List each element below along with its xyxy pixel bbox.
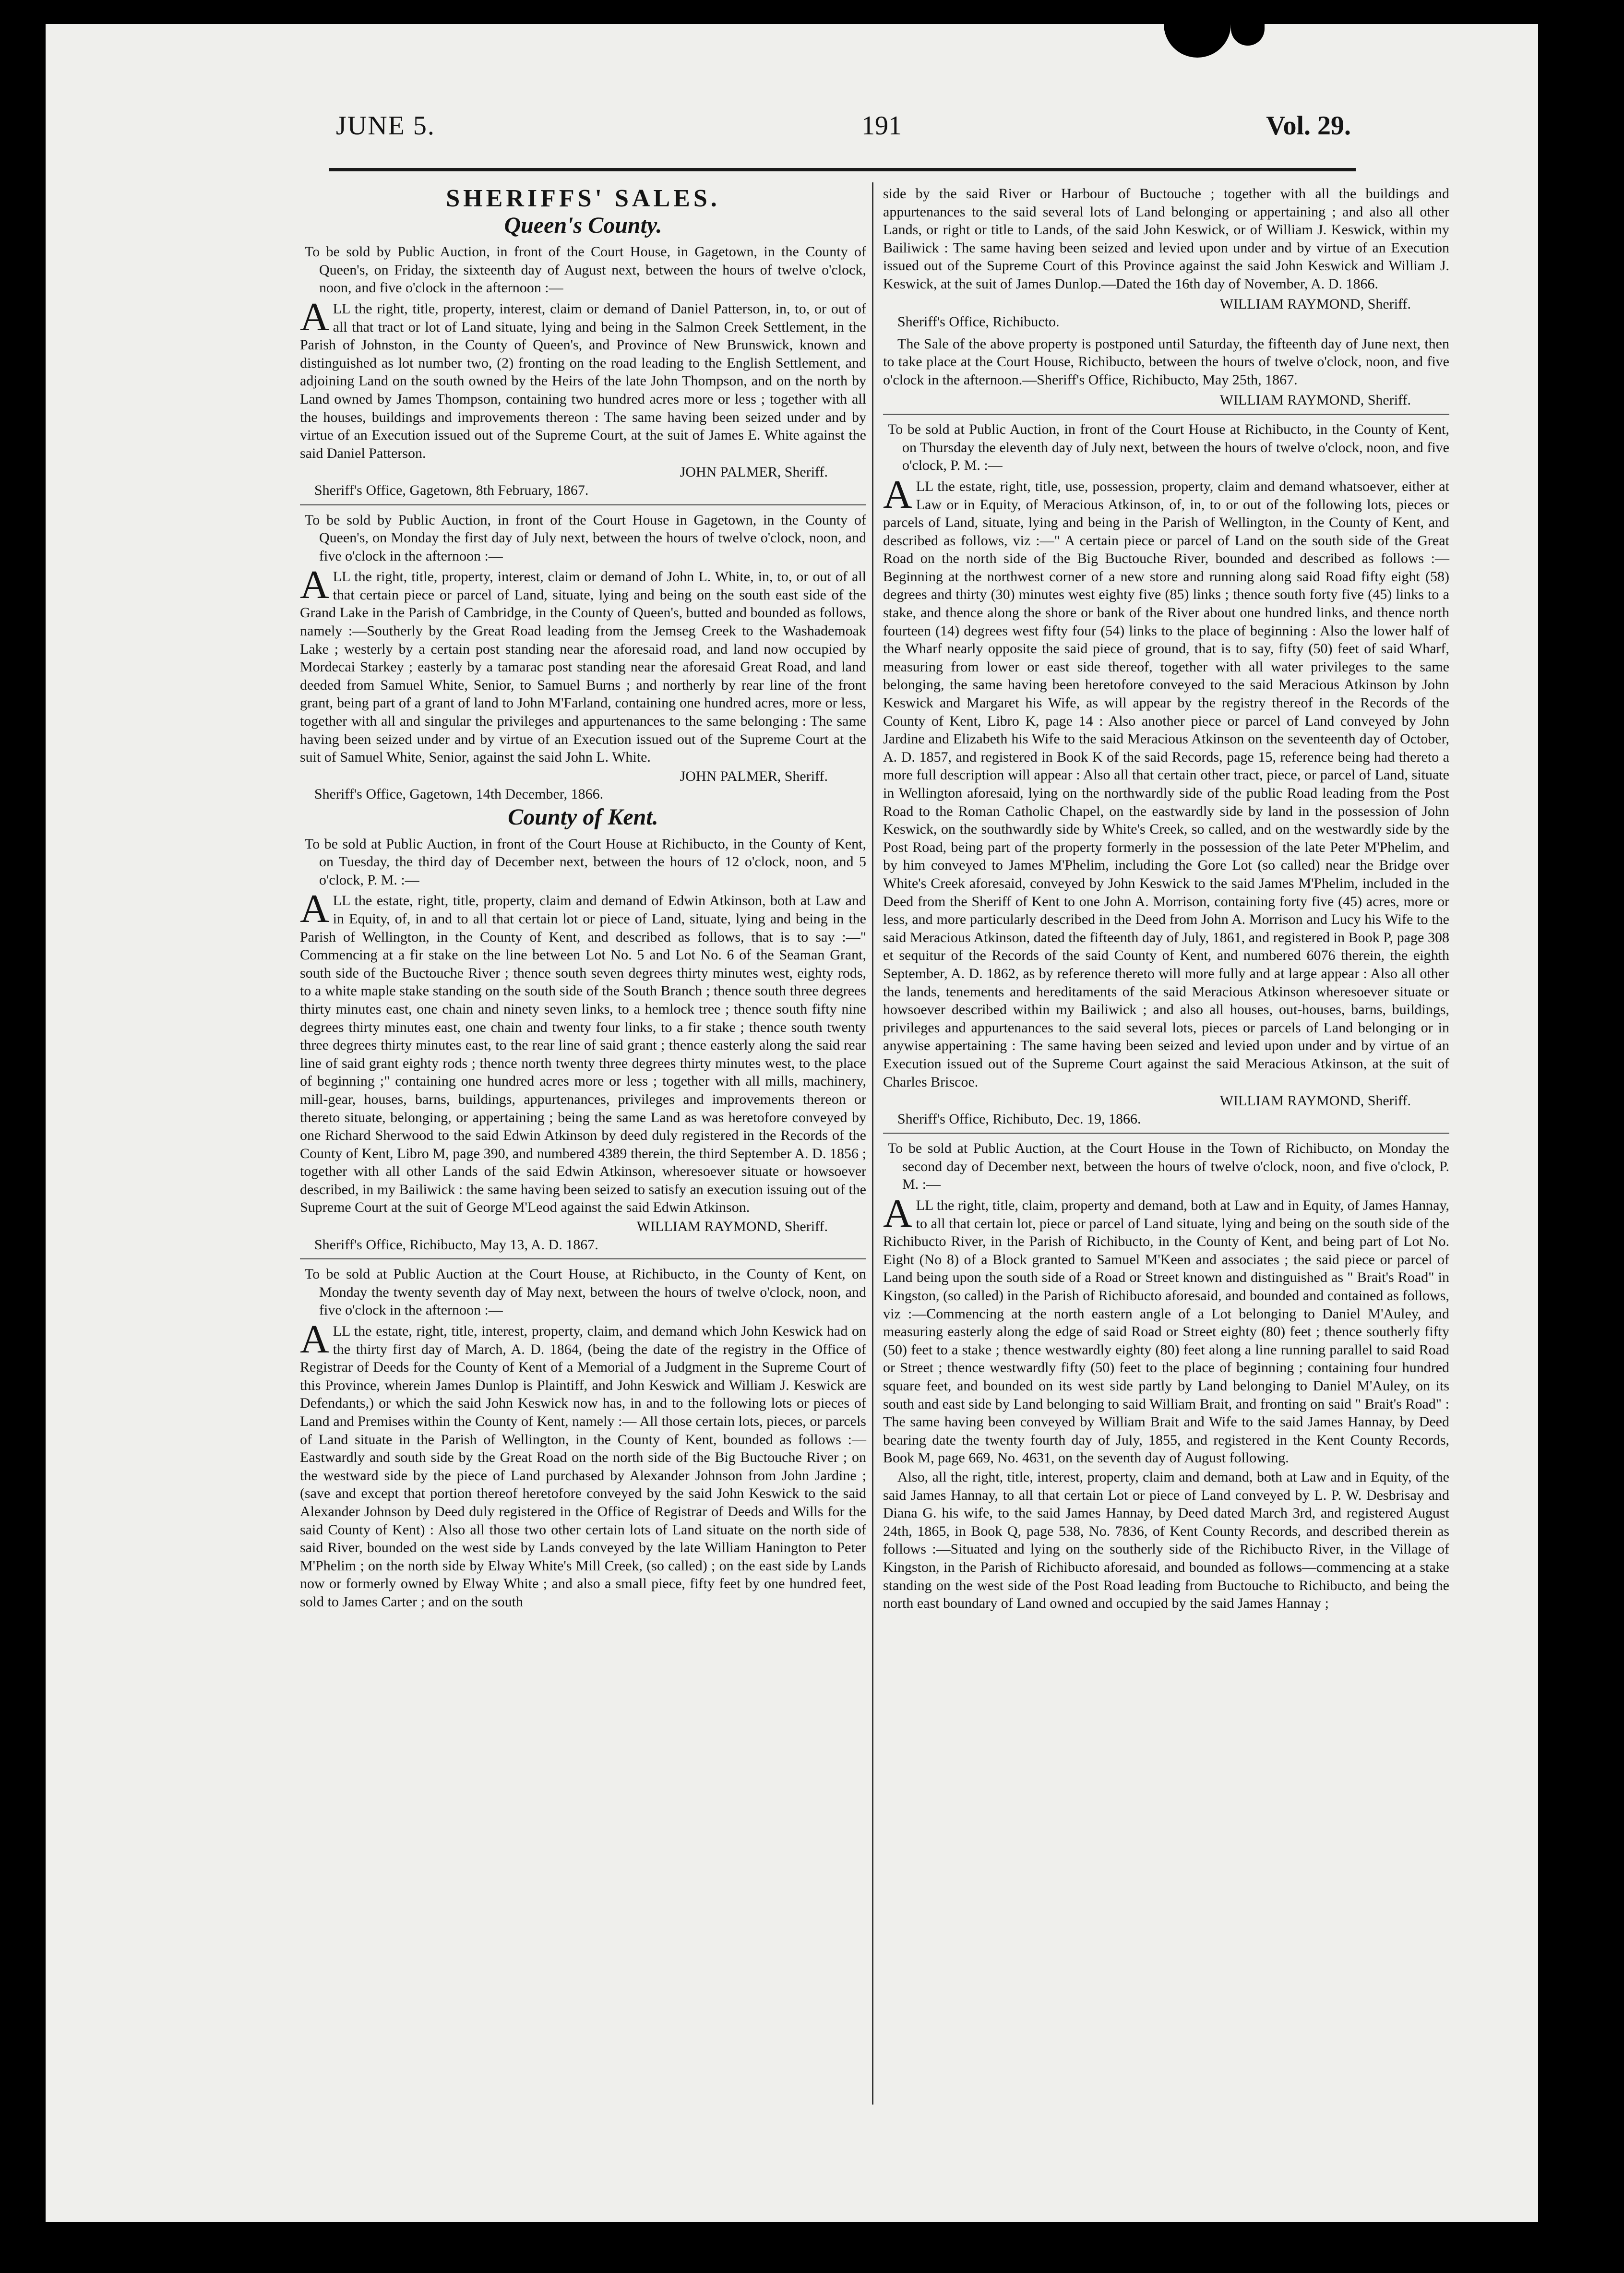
notice-intro: To be sold at Public Auction, in front of the Court House at Richibucto, in the County of Kent, on Thursday the eleventh day of July next, between the hours of twelve o'clock, noon, and five o'clock, P. M. :— xyxy=(888,421,1449,474)
page-header xyxy=(46,110,1538,154)
sheriff-signature: JOHN PALMER, Sheriff. xyxy=(680,768,828,784)
section-title: SHERIFFS' SALES. xyxy=(446,185,720,212)
postponement-notice: The Sale of the above property is postponed until Saturday, the fifteenth day of June next, then to take place at the Court House, Richibucto, between the hours of twelve o'clock, noon, and five o'clock in the afternoon.—Sheriff's Office, Richibucto, May 25th, 1867. xyxy=(883,335,1449,388)
header-rule xyxy=(329,168,1356,171)
notice-intro: To be sold at Public Auction at the Court House, at Richibucto, in the County of Kent, on Monday the twenty seventh day of May next, between the hours of twelve o'clock, noon, and five o'clock in the afternoon :— xyxy=(305,1266,866,1318)
sheriff-office: Sheriff's Office, Gagetown, 14th December, 1866. xyxy=(314,786,604,802)
notice-body: ALL the right, title, property, interest, claim or demand of John L. White, in, to, or out of all that certain piece or parcel of Land, situate, lying and being on the south east side of the Grand Lake in the Parish of Cambridge, in the County of Queen's, butted and bounded as follows, namely :—Southerly by the Great Road leading from the Jemseg Creek to the Washademoak Lake ; westerly by a certain post standing near the aforesaid road, and land now occupied by Mordecai Starkey ; easterly by a tamarac post standing near the aforesaid Great Road, and land deeded from Samuel White, Senior, to Samuel Burns ; and northerly by rear line of the front grant, being part of a grant of land to John M'Farland, containing one hundred acres, more or less, together with all and singular the privileges and appurtenances to the same belonging : The same having been seized under and by virtue of an Execution issued out of the Supreme Court at the suit of Samuel White, Senior, against the said John L. White. xyxy=(300,562,866,766)
notice-divider xyxy=(883,414,1449,415)
notice-divider xyxy=(883,1133,1449,1134)
right-column xyxy=(883,185,1449,1615)
notice-body: ALL the estate, right, title, use, possession, property, claim and demand whatsoever, either at Law or in Equity, of Meracious Atkinson, of, in, to or out of the following lots, pieces or parcels of Land, situate, lying and being in the Parish of Wellington, in the County of Kent, and described as follows, viz :—" A certain piece or parcel of Land on the south side of the Great Road on the north side of the Big Buctouche River, bounded and described as follows :— Beginning at the northwest corner of a new store and running along said Road fifty eight (58) degrees and thirty (30) minutes west eighty five (85) links ; thence south forty five (45) links to a stake, and thence along the shore or bank of the River about one hundred links, and thence north fourteen (14) degrees west fifty four (54) links to the place of beginning : Also the lower half of the Wharf nearly opposite the said piece of ground, that is to say, fifty (50) feet of said Wharf, measuring from lower or east side thereof, together with all water privileges to the same belonging, the same having been heretofore conveyed to the said Meracious Atkinson by John Keswick and Margaret his Wife, as will appear by the registry thereof in the Records of the County of Kent, Libro K, page 14 : Also another piece or parcel of Land conveyed by John Jardine and Elizabeth his Wife to the said Meracious Atkinson on the seventeenth day of October, A. D. 1857, and registered in Book K of the said Records, page 15, reference being had thereto a more full description will appear : Also all that certain other tract, piece, or parcel of Land, situate in Wellington aforesaid, lying on the northwardly side of the public Road leading from the Post Road to the Roman Catholic Chapel, on the eastwardly side by land in the possession of John Keswick, on the southwardly side by White's Creek, so called, and on the westwardly side by the Post Road, being part of the property formerly in the possession of the late Peter M'Phelim, and by him conveyed to James M'Phelim, including the Gore Lot (so called) near the Bridge over White's Creek aforesaid, conveyed by John Keswick to the said James M'Phelim, included in the Deed from the Sheriff of Kent to one John A. Morrison, containing forty five (45) acres, more or less, and more particularly described in the Deed from John A. Morrison and Lucy his Wife to the said Meracious Atkinson, dated the fifteenth day of July, 1861, and registered in Book P, page 308 et sequitur of the Records of the said County of Kent, and numbered 6076 therein, the eighth September, A. D. 1862, as by reference thereto will more fully and at large appear : Also all other the lands, tenements and hereditaments of the said Meracious Atkinson wheresoever situate or howsoever described within my Bailiwick ; and also all houses, out-houses, barns, buildings, privileges and appurtenances to the said several lots, pieces or parcels of Land belonging or in anywise appertaining : The same having been seized and levied upon under and by virtue of an Execution issued out of the Supreme Court against the said Meracious Atkinson, at the suit of Charles Briscoe. xyxy=(883,472,1449,1090)
newspaper-page xyxy=(46,24,1538,2222)
sheriff-office: Sheriff's Office, Richibuto, Dec. 19, 1866. xyxy=(897,1111,1141,1127)
sheriff-office: Sheriff's Office, Richibucto, May 13, A. D. 1867. xyxy=(314,1236,598,1253)
notice-body: ALL the right, title, property, interest, claim or demand of Daniel Patterson, in, to, or out of all that tract or lot of Land situate, lying and being in the Salmon Creek Settlement, in the Parish of Johnston, in the County of Queen's, and Province of New Brunswick, known and distinguished as lot number two, (2) fronting on the road leading to the English Settlement, and adjoining Land on the south owned by the Heirs of the late John Thompson, and on the north by Land owned by James Thompson, containing two hundred acres more or less ; together with all the houses, buildings and improvements thereon : The same having been seized under and by virtue of an Execution issued out of the Supreme Court, at the suit of James E. White against the said Daniel Patterson. xyxy=(300,294,866,461)
sheriff-signature: WILLIAM RAYMOND, Sheriff. xyxy=(1219,296,1411,312)
notice-intro: To be sold at Public Auction, in front of the Court House at Richibucto, in the County of Kent, on Tuesday, the third day of December next, between the hours of 12 o'clock, noon, and 5 o'clock, P. M. :— xyxy=(305,836,866,888)
header-volume: Vol. 29. xyxy=(1266,111,1351,141)
header-page-number: 191 xyxy=(861,111,902,141)
notice-continuation: side by the said River or Harbour of Buctouche ; together with all the buildings and appurtenances to the said several lots of Land belonging or appertaining ; and also all other Lands, or right or title to Lands, of the said John Keswick, or of William J. Keswick, within my Bailiwick : The same having been seized and levied upon under and by virtue of an Execution issued out of the Supreme Court of this Province against the said John Keswick and William J. Keswick, at the suit of James Dunlop.—Dated the 16th day of November, A. D. 1866. xyxy=(883,186,1449,292)
header-date: JUNE 5. xyxy=(336,111,435,141)
county-heading-kent: County of Kent. xyxy=(508,804,658,830)
sheriff-signature: WILLIAM RAYMOND, Sheriff. xyxy=(1219,1093,1411,1109)
sheriff-office: Sheriff's Office, Richibucto. xyxy=(897,314,1060,330)
notice-intro: To be sold by Public Auction, in front of the Court House in Gagetown, in the County of Queen's, on Monday the first day of July next, between the hours of twelve o'clock, noon, and five o'clock in the afternoon :— xyxy=(305,512,866,564)
page-tear xyxy=(1164,24,1231,58)
notice-divider xyxy=(300,1258,866,1259)
notice-paragraph: Also, all the right, title, interest, property, claim and demand, both at Law and in Equity, of the said James Hannay, to all that certain Lot or piece of Land conveyed by L. P. W. Desbrisay and Diana G. his wife, to the said James Hannay, by Deed dated March 3rd, and registered August 24th, 1865, in Book Q, page 538, No. 7836, of Kent County Records, and described therein as follows :—Situated and lying on the southerly side of the Richibucto River, in the Village of Kingston, in the Parish of Richibucto aforesaid, and bounded as follows—commencing at a stake standing on the west side of the Post Road leading from Buctouche to Richibucto, and being the north east boundary of Land owned and occupied by the said James Hannay ; xyxy=(883,1469,1449,1612)
notice-body: ALL the estate, right, title, interest, property, claim, and demand which John Keswick had on the thirty first day of March, A. D. 1864, (being the date of the registry in the Office of Registrar of Deeds for the County of Kent of a Memorial of a Judgment in the Supreme Court of this Province, wherein James Dunlop is Plaintiff, and John Keswick and William J. Keswick are Defendants,) or which the said John Keswick now has, in and to the following lots or pieces of Land and Premises within the County of Kent, namely :— All those certain lots, pieces, or parcels of Land situate in the Parish of Wellington, in the County of Kent, bounded as follows :—Eastwardly and south side by the Great Road on the north side of the Big Buctouche River ; on the westward side by the piece of Land purchased by Alexander Johnson from John Jardine ; (save and except that portion thereof heretofore conveyed by the said John Keswick to the said Alexander Johnson by Deed duly registered in the Office of Registrar of Deeds and Wills for the said County of Kent) : Also all those two other certain lots of Land situate on the north side of said River, bounded on the west side by Lands conveyed by the late William Hanington to Peter M'Phelim ; on the north side by Elway White's Mill Creek, (so called) ; on the east side by Lands now or formerly owned by Elway White ; and also a small piece, fifty feet by one hundred feet, sold to James Carter ; and on the south xyxy=(300,1317,866,1610)
sheriff-office: Sheriff's Office, Gagetown, 8th February, 1867. xyxy=(314,482,589,498)
notice-intro: To be sold at Public Auction, at the Court House in the Town of Richibucto, on Monday the second day of December next, between the hours of twelve o'clock, noon, and five o'clock, P. M. :— xyxy=(888,1140,1449,1193)
page-tear xyxy=(1231,24,1265,46)
notice-divider xyxy=(300,504,866,505)
county-heading-queens: Queen's County. xyxy=(504,212,662,238)
column-divider xyxy=(872,182,873,2105)
notice-body: ALL the estate, right, title, property, claim and demand of Edwin Atkinson, both at Law and in Equity, of, in and to all that certain lot or piece of Land, situate, lying and being in the Parish of Wellington, in the County of Kent, and described as follows, that is to say :—" Commencing at a fir stake on the line between Lot No. 5 and Lot No. 6 of the Seaman Grant, south side of the Buctouche River ; thence south seven degrees thirty minutes west, eighty rods, to a white maple stake standing on the south side of the South Branch ; thence south three degrees thirty minutes east, one chain and ninety seven links, to a hemlock tree ; thence south fifty nine degrees thirty minutes east, one chain and twenty four links, to a fir stake ; thence south twenty three degrees thirty minutes east, to the rear line of said grant ; thence easterly along the said rear line of said grant eighty rods ; thence north twenty three degrees thirty minutes west, to the place of beginning ;" containing one hundred acres more or less ; together with all mills, machinery, mill-gear, houses, barns, buildings, appurtenances, privileges and improvements thereon or thereto situate, belonging, or appertaining ; being the same Land as was heretofore conveyed by one Richard Sherwood to the said Edwin Atkinson by deed duly registered in the Records of the County of Kent, Libro M, page 390, and numbered 4389 therein, the third September A. D. 1856 ; together with all other Lands of the said Edwin Atkinson, wheresoever situate or howsoever described, in my Bailiwick : the same having been seized to satisfy an execution issuing out of the Supreme Court at the suit of George M'Leod against the said Edwin Atkinson. xyxy=(300,886,866,1216)
notice-intro: To be sold by Public Auction, in front of the Court House, in Gagetown, in the County of Queen's, on Friday, the sixteenth day of August next, between the hours of twelve o'clock, noon, and five o'clock in the afternoon :— xyxy=(305,244,866,296)
sheriff-signature: JOHN PALMER, Sheriff. xyxy=(680,464,828,480)
sheriff-signature: WILLIAM RAYMOND, Sheriff. xyxy=(1219,392,1411,408)
left-column xyxy=(300,185,866,1612)
notice-body: ALL the right, title, claim, property and demand, both at Law and in Equity, of James Hannay, to all that certain lot, piece or parcel of Land situate, lying and being on the south side of the Richibucto River, in the Parish of Richibucto, in the County of Kent, and being part of Lot No. Eight (No 8) of a Block granted to Samuel M'Keen and associates ; the said piece or parcel of Land being upon the south side of a Road or Street known and distinguished as " Brait's Road" in Kingston, (so called) in the Parish of Richibucto aforesaid, and bounded and contained as follows, viz :—Commencing at the north eastern angle of a Lot belonging to Daniel M'Auley, and measuring easterly along the edge of said Road or Street eighty (80) feet ; thence southerly fifty (50) feet to a stake ; thence westwardly eighty (80) feet along a line running parallel to said Road or Street ; thence westwardly fifty (50) feet to the place of beginning ; containing four hundred square feet, and bounded on its west side partly by Land belonging to Daniel M'Auley, on its south and east side by Land belonging to said William Brait, and fronting on said " Brait's Road" : The same having been conveyed by William Brait and Wife to the said James Hannay, by Deed bearing date the twenty fourth day of July, 1855, and registered in the Kent County Records, Book M, page 669, No. 4631, on the seventh day of August following. xyxy=(883,1191,1449,1466)
sheriff-signature: WILLIAM RAYMOND, Sheriff. xyxy=(636,1219,828,1235)
